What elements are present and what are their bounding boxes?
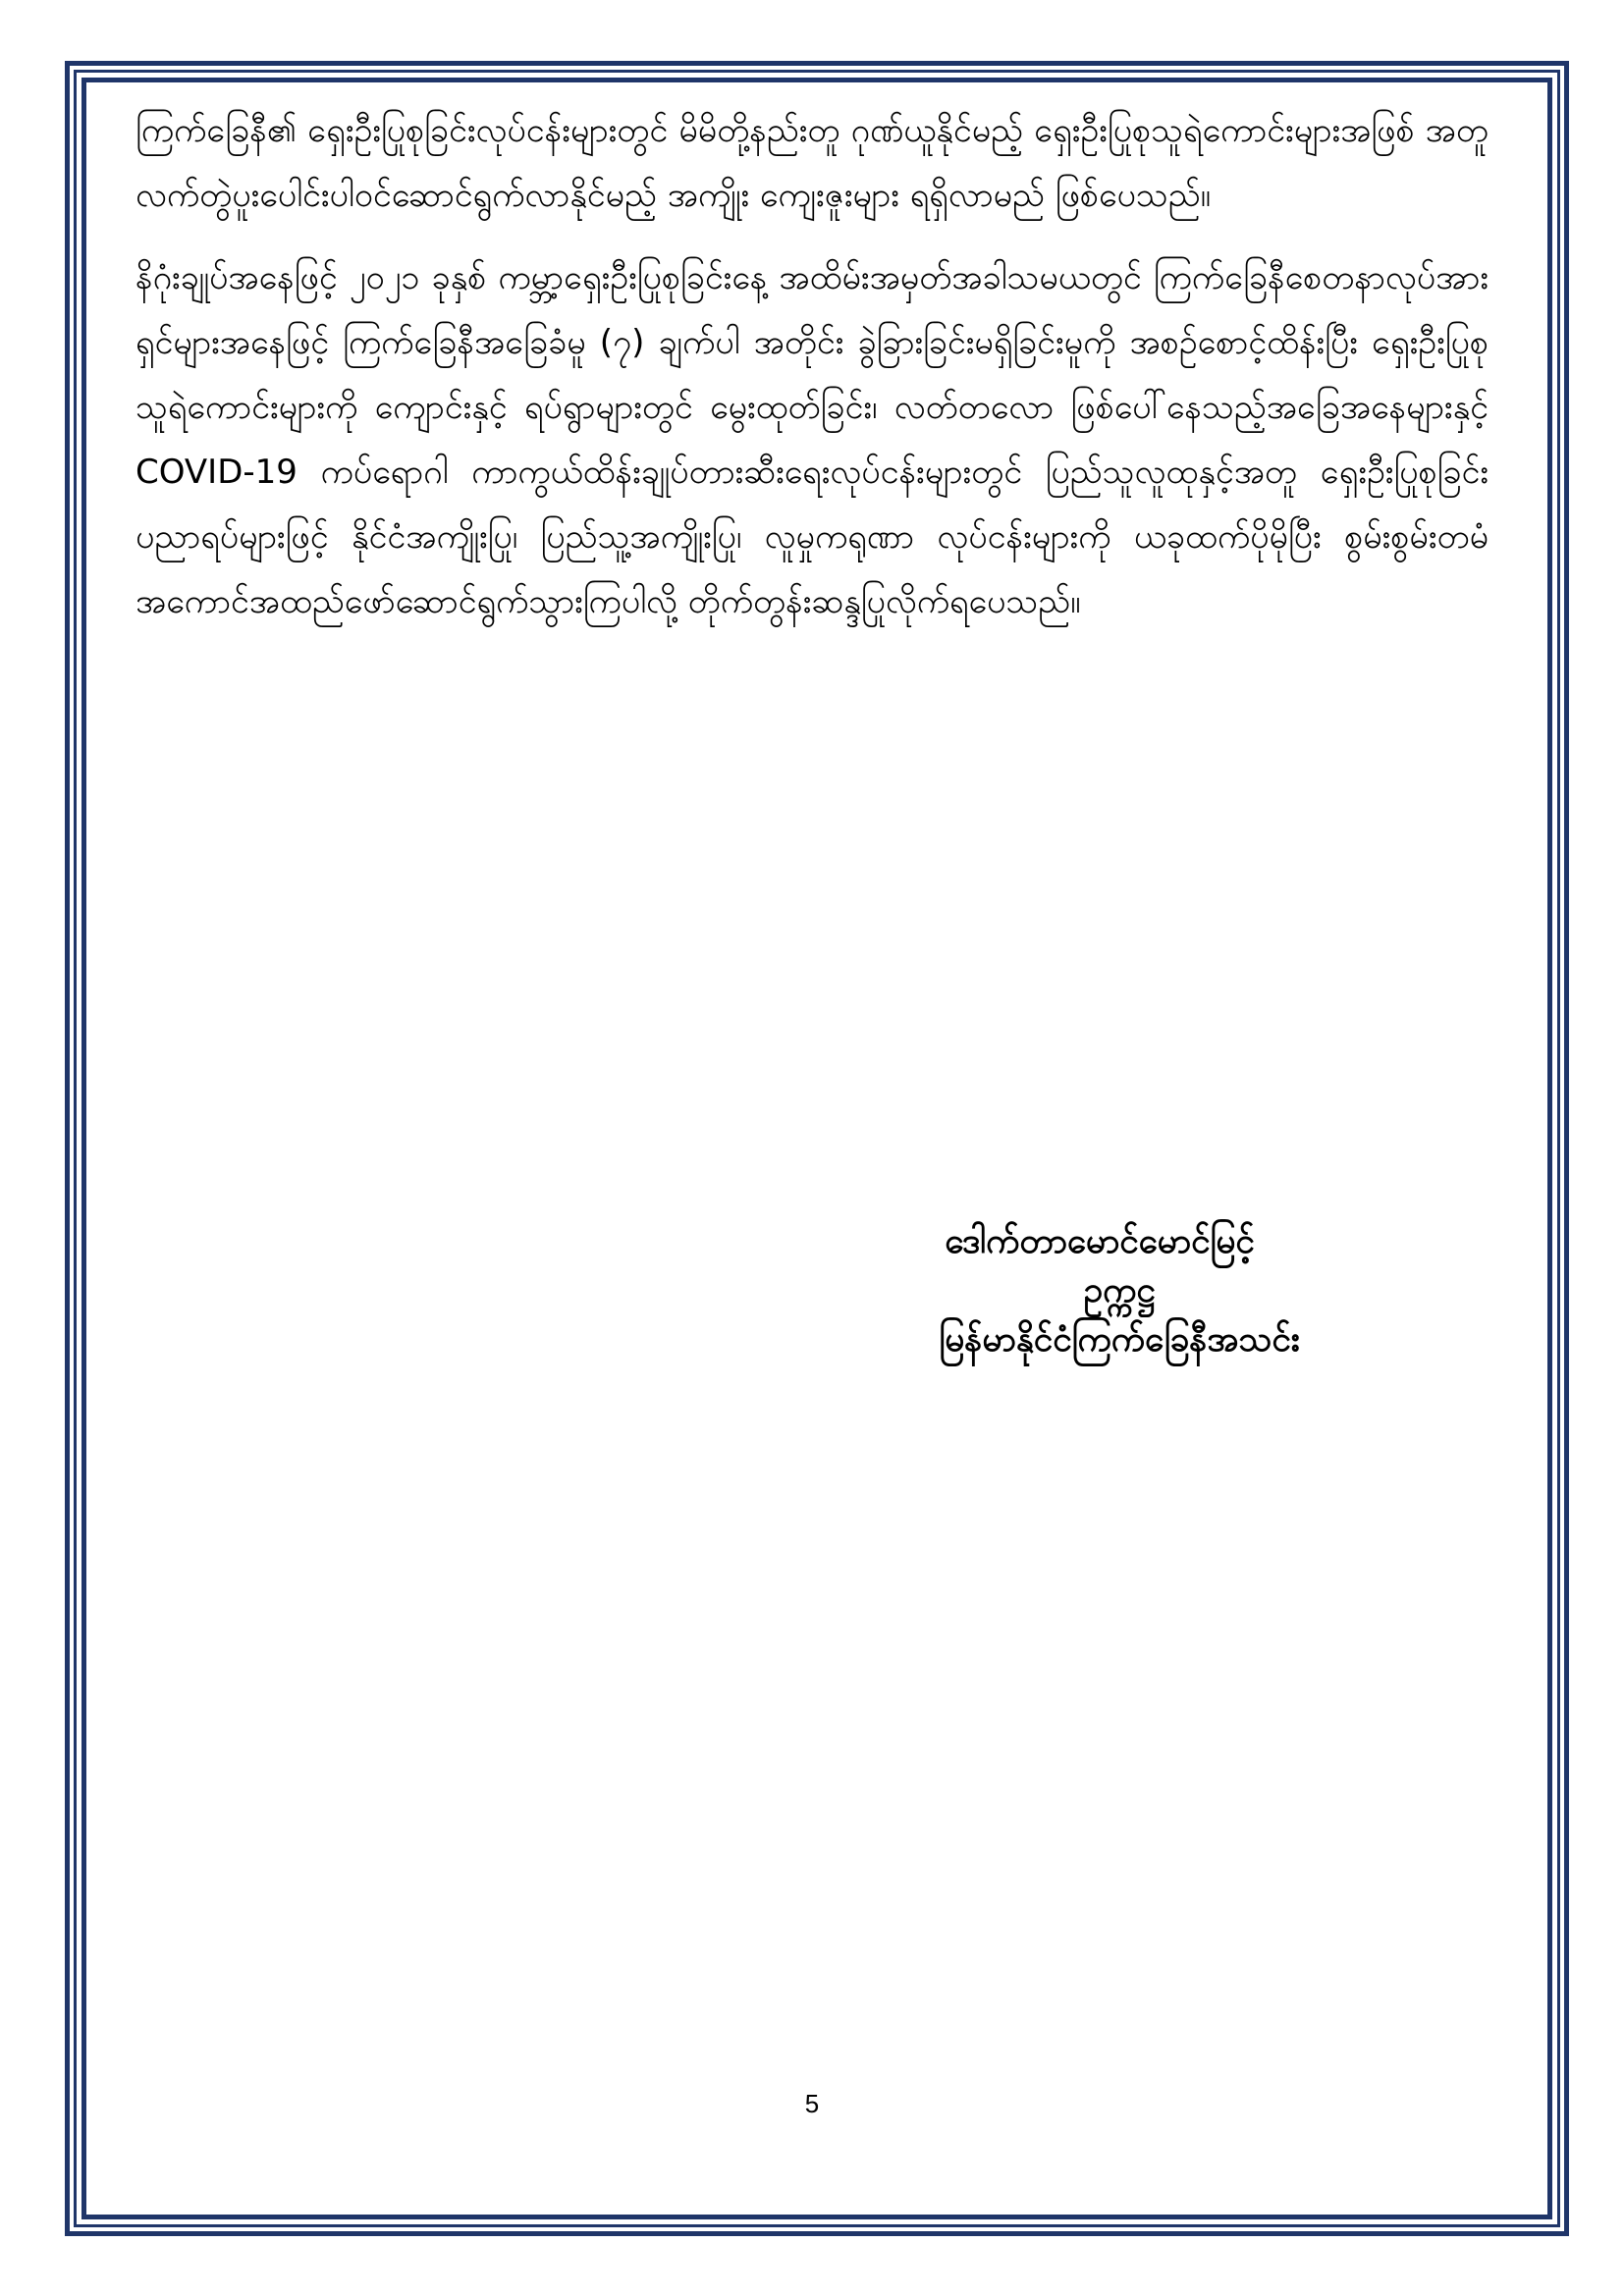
signatory-organization: မြန်မာနိုင်ငံကြက်ခြေနီအသင်း — [939, 1320, 1300, 1360]
paragraph-benefits: ကြက်ခြေနီ၏ ရှေးဦးပြုစုခြင်းလုပ်ငန်းများတွင် မိမိတို့နည်းတူ ဂုဏ်ယူနိုင်မည့် ရှေးဦးပြုစုသူရဲကောင်းများအဖြစ် အတူလက်တွဲပူးပေါင်းပါဝင်ဆောင်ရွက်လာနိုင်မည့် အကျိုး ကျေးဇူးများ ရရှိလာမည် ဖြစ်ပေသည်။ — [135, 111, 1489, 215]
signatory-title: ဥက္ကဋ္ဌ — [1083, 1271, 1156, 1310]
signature-block — [864, 1217, 1375, 1364]
body-text — [135, 98, 1489, 634]
page-number: 5 — [804, 2089, 820, 2118]
signatory-name: ဒေါက်တာမောင်မောင်မြင့် — [945, 1222, 1255, 1261]
paragraph-conclusion: နိဂုံးချုပ်အနေဖြင့် ၂၀၂၁ ခုနှစ် ကမ္ဘာ့ရှေးဦးပြုစုခြင်းနေ့ အထိမ်းအမှတ်အခါသမယတွင် ကြက်ခြေနီစေတနာလုပ်အားရှင်များအနေဖြင့် ကြက်ခြေနီအခြေခံမူ (၇) ချက်ပါ အတိုင်း ခွဲခြားခြင်းမရှိခြင်းမူကို အစဉ်စောင့်ထိန်းပြီး ရှေးဦးပြုစုသူရဲကောင်းများကို ကျောင်းနှင့် ရပ်ရွာများတွင် မွေးထုတ်ခြင်း၊ လတ်တလော ဖြစ်ပေါ်နေသည့်အခြေအနေများနှင့် COVID-19 ကပ်ရောဂါ ကာကွယ်ထိန်းချုပ်တားဆီးရေးလုပ်ငန်းများတွင် ပြည်သူလူထုနှင့်အတူ ရှေးဦးပြုစုခြင်းပညာရပ်များဖြင့် နိုင်ငံအကျိုးပြု၊ ပြည်သူ့အကျိုးပြု၊ လူမှုကရုဏာ လုပ်ငန်းများကို ယခုထက်ပိုမိုပြီး စွမ်းစွမ်းတမံ အကောင်အထည်ဖော်ဆောင်ရွက်သွားကြပါလို့ တိုက်တွန်းဆန္ဒပြုလိုက်ရပေသည်။ — [135, 258, 1489, 621]
